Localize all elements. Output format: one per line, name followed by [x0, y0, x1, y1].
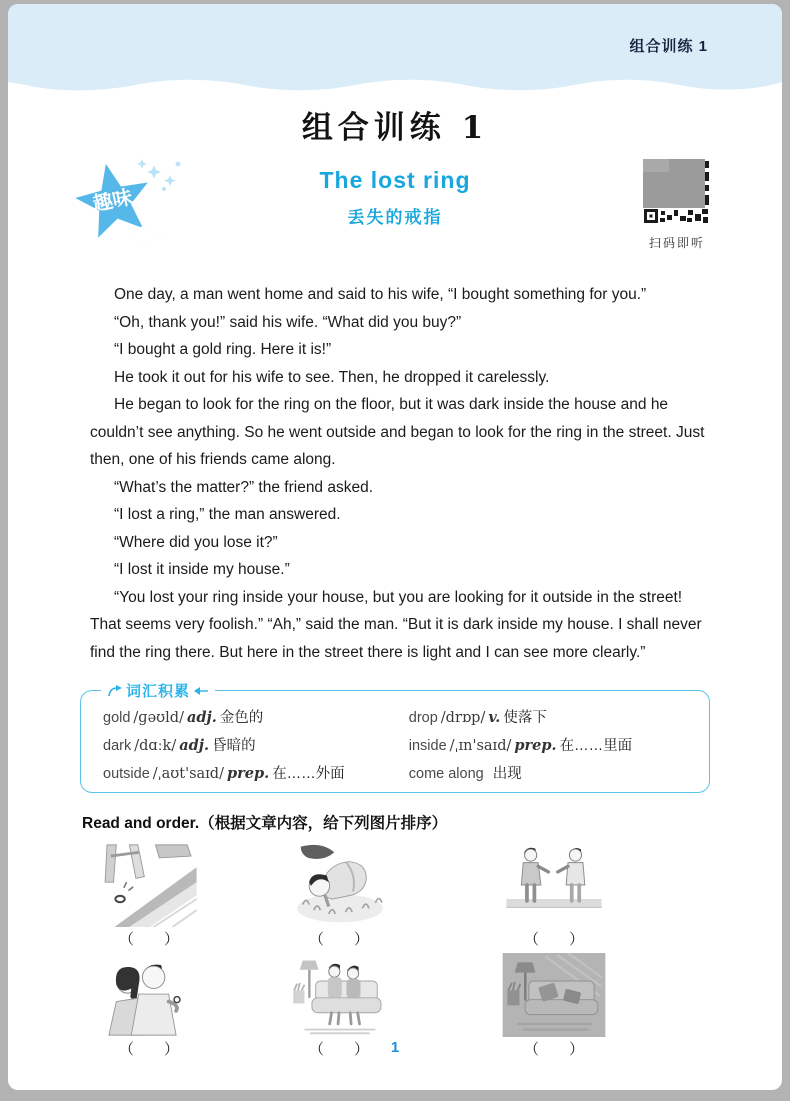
reading-header	[8, 157, 782, 267]
vocab-pos: v.	[488, 709, 501, 726]
vocab-phonetic: /ˌɪn'saɪd/	[449, 738, 512, 754]
vocab-entry	[103, 734, 409, 755]
page-number: 1	[390, 1039, 400, 1056]
passage-paragraph: One day, a man went home and said to his wife, “I bought something for you.”	[114, 286, 647, 303]
vocab-box-title	[101, 680, 215, 701]
answer-blank: （ ）	[308, 931, 369, 948]
vocab-entry	[103, 762, 409, 783]
vocab-phonetic: /dɑːk/	[134, 738, 177, 754]
illustration-ring-dropped-on-floor	[93, 843, 205, 927]
picture-ordering-grid	[88, 843, 712, 1059]
badge-text-top: 趣味	[90, 186, 135, 217]
header-unit-label: 组合训练 1	[629, 38, 708, 55]
vocabulary-box	[80, 683, 710, 793]
picture-item-2	[278, 843, 400, 949]
vocab-entry	[409, 734, 691, 755]
vocab-entry	[409, 706, 691, 727]
answer-blank: （ ）	[523, 1041, 584, 1058]
passage-paragraph: He began to look for the ring on the floor, but it was dark inside the house and he couldn’t see anything. So he went outside and began to look for the ring in the street. Just then, one of his friends came along.	[90, 396, 705, 468]
vocab-pos: adj.	[179, 737, 210, 754]
vocab-entry	[103, 706, 409, 727]
qr-caption: 扫码即听	[648, 236, 705, 250]
answer-blank: （ ）	[118, 1041, 179, 1058]
reading-passage	[8, 267, 782, 666]
vocab-pos: prep.	[514, 737, 557, 754]
vocab-phonetic: /ˌaʊt'saɪd/	[152, 766, 224, 782]
answer-blank: （ ）	[308, 1041, 369, 1058]
vocab-meaning: 金色的	[219, 710, 264, 726]
vocab-pos: adj.	[186, 709, 217, 726]
vocab-meaning: 在……外面	[272, 766, 345, 782]
passage-paragraph: “What’s the matter?” the friend asked.	[114, 478, 374, 496]
vocab-word: drop	[408, 710, 438, 726]
vocab-word: outside	[103, 766, 150, 782]
illustration-dark-living-room	[498, 953, 610, 1037]
passage-paragraph: “I bought a gold ring. Here it is!”	[114, 341, 332, 358]
passage-paragraph: “Where did you lose it?”	[114, 533, 278, 551]
exercise-instruction	[82, 811, 710, 833]
banner-wave-edge	[8, 73, 782, 95]
vocab-entries	[103, 706, 691, 783]
vocab-phonetic: /ɡəʊld/	[133, 710, 184, 726]
top-banner	[8, 4, 782, 96]
vocab-meaning: 昏暗的	[212, 738, 256, 754]
picture-item-3	[493, 843, 615, 949]
passage-paragraph: He took it out for his wife to see. Then, he dropped it carelessly.	[114, 368, 550, 386]
vocab-title-text: 词汇积累	[126, 683, 191, 700]
illustration-two-men-talking	[498, 843, 610, 927]
vocab-meaning: 出现	[492, 766, 522, 782]
reading-title-english: The lost ring	[319, 167, 471, 193]
fun-reading-badge	[66, 155, 188, 259]
vocab-word: dark	[103, 738, 132, 754]
page-title: 组合训练 1	[301, 110, 489, 146]
answer-blank: （ ）	[118, 931, 179, 948]
vocab-entry	[409, 762, 691, 783]
passage-paragraph: “I lost a ring,” the man answered.	[114, 506, 341, 523]
reading-title-chinese: 丢失的戒指	[347, 208, 443, 227]
vocab-word: gold	[103, 710, 131, 726]
illustration-man-showing-ring-to-wife	[93, 953, 205, 1037]
textbook-page	[8, 4, 782, 1090]
illustration-couple-on-sofa	[283, 953, 395, 1037]
audio-qr-block	[642, 159, 712, 251]
vocab-pos: prep.	[226, 765, 270, 782]
instruction-chinese: （根据文章内容，给下列图片排序）	[199, 815, 448, 832]
instruction-english: Read and order.	[82, 815, 200, 832]
vocab-meaning: 在……里面	[559, 738, 633, 754]
vocab-meaning: 使落下	[503, 710, 547, 726]
vocab-word: inside	[408, 738, 447, 754]
vocab-word: come along	[408, 766, 484, 782]
vocab-phonetic: /drɒp/	[440, 710, 486, 726]
passage-paragraph: “I lost it inside my house.”	[114, 561, 290, 578]
qr-code-icon	[643, 159, 711, 227]
passage-paragraph: “Oh, thank you!” said his wife. “What did you buy?”	[114, 313, 462, 331]
illustration-man-searching-ground	[283, 843, 395, 927]
picture-item-1	[88, 843, 210, 949]
left-arrow-icon	[194, 687, 208, 695]
curved-arrow-icon	[108, 685, 122, 697]
passage-paragraph: “You lost your ring inside your house, but you are looking for it outside in the street! That seems very foolish.” “Ah,” said the man. “But it is dark inside my house. I shall never find the ring there. But here in the street there is light and I can see more clearly.”	[90, 588, 702, 661]
answer-blank: （ ）	[523, 931, 584, 948]
badge-text-bottom: 阅读	[126, 226, 166, 248]
